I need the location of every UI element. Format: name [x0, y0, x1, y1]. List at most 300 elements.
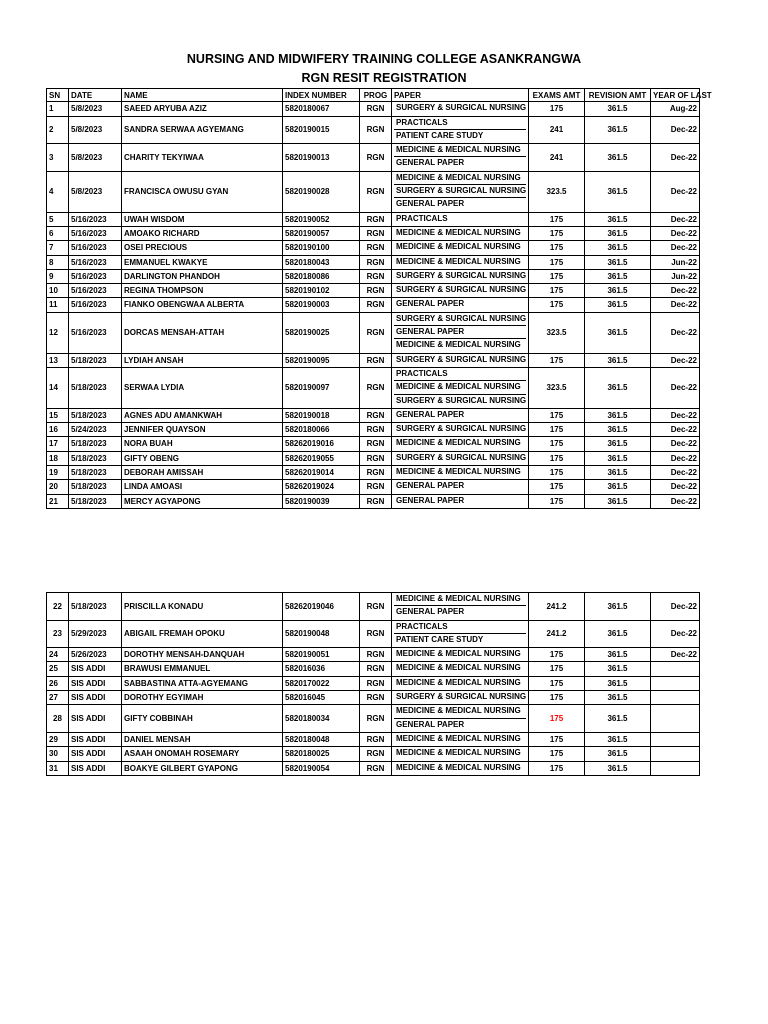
table-row	[47, 116, 700, 144]
row-papers	[392, 620, 529, 648]
row-name: JENNIFER QUAYSON	[122, 423, 283, 437]
row-papers	[392, 171, 529, 212]
row-sn: 2	[47, 116, 69, 144]
row-papers	[392, 593, 529, 621]
row-paper: SURGERY & SURGICAL NURSING	[396, 270, 527, 280]
row-sn: 25	[47, 662, 69, 676]
row-revision-amt: 361.5	[585, 466, 651, 480]
row-sn: 15	[47, 408, 69, 422]
row-exams-amt: 175	[529, 408, 585, 422]
row-papers	[392, 480, 529, 494]
row-exams-amt: 175	[529, 691, 585, 705]
row-exams-amt: 175	[529, 423, 585, 437]
row-date: 5/29/2023	[69, 620, 122, 648]
row-index-number: 5820190013	[283, 144, 360, 172]
row-paper: GENERAL PAPER	[396, 158, 465, 168]
row-exams-amt: 175	[529, 437, 585, 451]
table-row	[47, 620, 700, 648]
header-name: NAME	[122, 89, 283, 102]
row-prog: RGN	[360, 312, 392, 353]
table-row	[47, 691, 700, 705]
row-date: 5/8/2023	[69, 102, 122, 116]
row-prog: RGN	[360, 102, 392, 116]
row-revision-amt: 361.5	[585, 423, 651, 437]
row-index-number: 5820190028	[283, 171, 360, 212]
row-sn: 26	[47, 676, 69, 690]
row-paper: SURGERY & SURGICAL NURSING	[394, 313, 526, 326]
row-sn: 30	[47, 747, 69, 761]
row-index-number: 5820190097	[283, 367, 360, 408]
row-name: GIFTY COBBINAH	[122, 705, 283, 733]
row-papers	[392, 451, 529, 465]
row-name: AMOAKO RICHARD	[122, 226, 283, 240]
row-paper: GENERAL PAPER	[396, 481, 465, 491]
registration-table-top	[46, 88, 712, 509]
row-index-number: 582016045	[283, 691, 360, 705]
row-name: PRISCILLA KONADU	[122, 593, 283, 621]
row-prog: RGN	[360, 662, 392, 676]
row-sn: 11	[47, 298, 69, 312]
row-exams-amt: 323.5	[529, 367, 585, 408]
row-paper: MEDICINE & MEDICAL NURSING	[394, 144, 526, 157]
row-revision-amt: 361.5	[585, 691, 651, 705]
row-revision-amt: 361.5	[585, 353, 651, 367]
row-revision-amt: 361.5	[585, 480, 651, 494]
row-year-of-last: Dec-22	[651, 408, 700, 422]
row-name: DORCAS MENSAH-ATTAH	[122, 312, 283, 353]
row-paper: SURGERY & SURGICAL NURSING	[396, 285, 527, 295]
table-row	[47, 226, 700, 240]
row-name: FIANKO OBENGWAA ALBERTA	[122, 298, 283, 312]
row-revision-amt: 361.5	[585, 620, 651, 648]
table-row	[47, 747, 700, 761]
row-papers	[392, 437, 529, 451]
row-year-of-last: Dec-22	[651, 437, 700, 451]
row-sn: 5	[47, 212, 69, 226]
row-prog: RGN	[360, 705, 392, 733]
row-name: UWAH WISDOM	[122, 212, 283, 226]
table-row	[47, 408, 700, 422]
row-paper: PRACTICALS	[394, 368, 526, 381]
row-year-of-last: Dec-22	[651, 212, 700, 226]
row-papers	[392, 212, 529, 226]
header-sn: SN	[47, 89, 69, 102]
row-name: CHARITY TEKYIWAA	[122, 144, 283, 172]
row-paper: MEDICINE & MEDICAL NURSING	[394, 172, 526, 185]
row-year-of-last	[651, 691, 700, 705]
row-sn: 20	[47, 480, 69, 494]
row-prog: RGN	[360, 226, 392, 240]
row-papers	[392, 144, 529, 172]
table-row	[47, 437, 700, 451]
row-date: 5/26/2023	[69, 648, 122, 662]
row-exams-amt: 241.2	[529, 620, 585, 648]
row-date: 5/16/2023	[69, 284, 122, 298]
row-prog: RGN	[360, 732, 392, 746]
row-exams-amt: 323.5	[529, 171, 585, 212]
row-paper: MEDICINE & MEDICAL NURSING	[396, 748, 521, 758]
table-row	[47, 367, 700, 408]
row-prog: RGN	[360, 367, 392, 408]
row-exams-amt: 175	[529, 255, 585, 269]
row-exams-amt: 175	[529, 761, 585, 775]
row-name: GIFTY OBENG	[122, 451, 283, 465]
table-row	[47, 494, 700, 508]
row-paper: MEDICINE & MEDICAL NURSING	[396, 242, 521, 252]
row-date: SIS ADDI	[69, 705, 122, 733]
row-prog: RGN	[360, 353, 392, 367]
row-date: 5/16/2023	[69, 212, 122, 226]
row-papers	[392, 691, 529, 705]
row-year-of-last: Dec-22	[651, 648, 700, 662]
row-date: 5/8/2023	[69, 144, 122, 172]
row-paper: GENERAL PAPER	[396, 199, 465, 209]
row-prog: RGN	[360, 144, 392, 172]
row-papers	[392, 241, 529, 255]
row-name: SABBASTINA ATTA-AGYEMANG	[122, 676, 283, 690]
row-paper: SURGERY & SURGICAL NURSING	[396, 395, 527, 405]
row-exams-amt: 175	[529, 102, 585, 116]
row-sn: 12	[47, 312, 69, 353]
row-exams-amt: 175	[529, 451, 585, 465]
row-date: SIS ADDI	[69, 747, 122, 761]
row-paper: MEDICINE & MEDICAL NURSING	[396, 677, 521, 687]
table-row	[47, 284, 700, 298]
row-sn: 14	[47, 367, 69, 408]
row-sn: 6	[47, 226, 69, 240]
row-prog: RGN	[360, 171, 392, 212]
row-sn: 7	[47, 241, 69, 255]
row-name: ASAAH ONOMAH ROSEMARY	[122, 747, 283, 761]
row-date: 5/18/2023	[69, 437, 122, 451]
header-prog: PROG	[360, 89, 392, 102]
row-papers	[392, 226, 529, 240]
row-sn: 17	[47, 437, 69, 451]
row-index-number: 5820190015	[283, 116, 360, 144]
row-name: EMMANUEL KWAKYE	[122, 255, 283, 269]
row-revision-amt: 361.5	[585, 732, 651, 746]
row-name: BOAKYE GILBERT GYAPONG	[122, 761, 283, 775]
row-name: NORA BUAH	[122, 437, 283, 451]
row-name: LYDIAH ANSAH	[122, 353, 283, 367]
row-sn: 3	[47, 144, 69, 172]
header-year-of-last: YEAR OF LAST	[651, 89, 700, 102]
row-papers	[392, 423, 529, 437]
row-year-of-last: Dec-22	[651, 367, 700, 408]
row-date: 5/16/2023	[69, 241, 122, 255]
table-row	[47, 255, 700, 269]
row-papers	[392, 269, 529, 283]
row-year-of-last: Dec-22	[651, 620, 700, 648]
row-index-number: 58262019055	[283, 451, 360, 465]
table-row	[47, 593, 700, 621]
row-paper: MEDICINE & MEDICAL NURSING	[396, 733, 521, 743]
row-revision-amt: 361.5	[585, 212, 651, 226]
row-date: 5/18/2023	[69, 494, 122, 508]
row-sn: 16	[47, 423, 69, 437]
row-exams-amt: 175	[529, 298, 585, 312]
row-sn: 22	[47, 593, 69, 621]
row-index-number: 5820170022	[283, 676, 360, 690]
row-index-number: 58262019024	[283, 480, 360, 494]
table-header-row	[47, 89, 700, 102]
row-papers	[392, 102, 529, 116]
row-paper: MEDICINE & MEDICAL NURSING	[396, 256, 521, 266]
row-revision-amt: 361.5	[585, 298, 651, 312]
row-revision-amt: 361.5	[585, 437, 651, 451]
row-sn: 8	[47, 255, 69, 269]
row-sn: 1	[47, 102, 69, 116]
row-name: DANIEL MENSAH	[122, 732, 283, 746]
row-index-number: 58262019046	[283, 593, 360, 621]
table-row	[47, 269, 700, 283]
row-index-number: 5820180043	[283, 255, 360, 269]
row-revision-amt: 361.5	[585, 116, 651, 144]
row-date: 5/18/2023	[69, 593, 122, 621]
row-prog: RGN	[360, 620, 392, 648]
row-index-number: 5820180066	[283, 423, 360, 437]
row-prog: RGN	[360, 494, 392, 508]
row-name: LINDA AMOASI	[122, 480, 283, 494]
header-index-number: INDEX NUMBER	[283, 89, 360, 102]
row-paper: SURGERY & SURGICAL NURSING	[396, 424, 527, 434]
row-name: SAEED ARYUBA AZIZ	[122, 102, 283, 116]
table-row	[47, 732, 700, 746]
row-year-of-last: Aug-22	[651, 102, 700, 116]
row-year-of-last: Dec-22	[651, 466, 700, 480]
row-papers	[392, 353, 529, 367]
row-paper: GENERAL PAPER	[396, 299, 465, 309]
table-row	[47, 212, 700, 226]
row-exams-amt: 175	[529, 353, 585, 367]
table-row	[47, 171, 700, 212]
row-revision-amt: 361.5	[585, 312, 651, 353]
row-date: SIS ADDI	[69, 676, 122, 690]
row-paper: SURGERY & SURGICAL NURSING	[396, 354, 527, 364]
row-year-of-last: Dec-22	[651, 312, 700, 353]
row-sn: 27	[47, 691, 69, 705]
row-sn: 28	[47, 705, 69, 733]
row-paper: SURGERY & SURGICAL NURSING	[394, 185, 526, 198]
row-exams-amt: 175	[529, 212, 585, 226]
row-sn: 4	[47, 171, 69, 212]
row-year-of-last: Dec-22	[651, 593, 700, 621]
row-sn: 9	[47, 269, 69, 283]
row-revision-amt: 361.5	[585, 241, 651, 255]
row-papers	[392, 466, 529, 480]
row-paper: MEDICINE & MEDICAL NURSING	[396, 467, 521, 477]
row-index-number: 5820190057	[283, 226, 360, 240]
row-revision-amt: 361.5	[585, 747, 651, 761]
row-prog: RGN	[360, 480, 392, 494]
row-revision-amt: 361.5	[585, 494, 651, 508]
row-index-number: 58262019014	[283, 466, 360, 480]
row-prog: RGN	[360, 437, 392, 451]
row-year-of-last	[651, 761, 700, 775]
row-year-of-last: Dec-22	[651, 284, 700, 298]
row-paper: GENERAL PAPER	[396, 719, 465, 729]
row-index-number: 5820190051	[283, 648, 360, 662]
row-revision-amt: 361.5	[585, 284, 651, 298]
row-prog: RGN	[360, 593, 392, 621]
table-row	[47, 144, 700, 172]
table-row	[47, 480, 700, 494]
row-revision-amt: 361.5	[585, 102, 651, 116]
row-paper: GENERAL PAPER	[396, 409, 465, 419]
table-row	[47, 648, 700, 662]
row-sn: 10	[47, 284, 69, 298]
header-date: DATE	[69, 89, 122, 102]
row-paper: MEDICINE & MEDICAL NURSING	[396, 227, 521, 237]
row-index-number: 5820190018	[283, 408, 360, 422]
row-name: DOROTHY EGYIMAH	[122, 691, 283, 705]
row-index-number: 5820190003	[283, 298, 360, 312]
row-papers	[392, 408, 529, 422]
row-papers	[392, 761, 529, 775]
row-year-of-last: Dec-22	[651, 353, 700, 367]
row-paper: MEDICINE & MEDICAL NURSING	[396, 340, 521, 350]
row-year-of-last: Dec-22	[651, 451, 700, 465]
row-prog: RGN	[360, 212, 392, 226]
row-sn: 23	[47, 620, 69, 648]
row-prog: RGN	[360, 269, 392, 283]
row-index-number: 58262019016	[283, 437, 360, 451]
table-row	[47, 676, 700, 690]
row-index-number: 5820180086	[283, 269, 360, 283]
row-papers	[392, 284, 529, 298]
row-papers	[392, 676, 529, 690]
table-row	[47, 312, 700, 353]
row-paper: MEDICINE & MEDICAL NURSING	[396, 663, 521, 673]
row-prog: RGN	[360, 691, 392, 705]
row-paper: MEDICINE & MEDICAL NURSING	[394, 705, 526, 718]
row-sn: 13	[47, 353, 69, 367]
row-revision-amt: 361.5	[585, 255, 651, 269]
row-index-number: 5820190039	[283, 494, 360, 508]
row-exams-amt: 175	[529, 662, 585, 676]
row-year-of-last: Dec-22	[651, 298, 700, 312]
row-revision-amt: 361.5	[585, 171, 651, 212]
row-name: FRANCISCA OWUSU GYAN	[122, 171, 283, 212]
row-exams-amt: 175	[529, 676, 585, 690]
row-exams-amt: 175	[529, 466, 585, 480]
row-papers	[392, 732, 529, 746]
table-row	[47, 102, 700, 116]
row-index-number: 5820180025	[283, 747, 360, 761]
row-prog: RGN	[360, 241, 392, 255]
row-paper: MEDICINE & MEDICAL NURSING	[396, 438, 521, 448]
row-date: 5/16/2023	[69, 226, 122, 240]
row-index-number: 582016036	[283, 662, 360, 676]
row-sn: 19	[47, 466, 69, 480]
row-year-of-last: Dec-22	[651, 480, 700, 494]
row-name: DOROTHY MENSAH-DANQUAH	[122, 648, 283, 662]
row-paper: PATIENT CARE STUDY	[396, 130, 484, 140]
row-year-of-last: Dec-22	[651, 171, 700, 212]
row-year-of-last: Jun-22	[651, 255, 700, 269]
table-row	[47, 241, 700, 255]
row-date: SIS ADDI	[69, 662, 122, 676]
row-revision-amt: 361.5	[585, 662, 651, 676]
row-date: 5/16/2023	[69, 298, 122, 312]
row-name: AGNES ADU AMANKWAH	[122, 408, 283, 422]
row-name: MERCY AGYAPONG	[122, 494, 283, 508]
row-prog: RGN	[360, 298, 392, 312]
row-exams-amt: 323.5	[529, 312, 585, 353]
row-revision-amt: 361.5	[585, 761, 651, 775]
row-exams-amt: 175	[529, 732, 585, 746]
row-revision-amt: 361.5	[585, 648, 651, 662]
row-year-of-last: Dec-22	[651, 116, 700, 144]
row-revision-amt: 361.5	[585, 593, 651, 621]
row-prog: RGN	[360, 747, 392, 761]
row-year-of-last	[651, 705, 700, 733]
row-year-of-last: Dec-22	[651, 423, 700, 437]
header-exams-amt: EXAMS AMT	[529, 89, 585, 102]
row-revision-amt: 361.5	[585, 408, 651, 422]
table-row	[47, 451, 700, 465]
row-revision-amt: 361.5	[585, 705, 651, 733]
row-revision-amt: 361.5	[585, 451, 651, 465]
row-papers	[392, 662, 529, 676]
row-sn: 18	[47, 451, 69, 465]
row-exams-amt: 175	[529, 269, 585, 283]
row-prog: RGN	[360, 676, 392, 690]
row-exams-amt: 175	[529, 747, 585, 761]
table-row	[47, 466, 700, 480]
row-year-of-last	[651, 732, 700, 746]
row-date: 5/24/2023	[69, 423, 122, 437]
row-revision-amt: 361.5	[585, 269, 651, 283]
row-paper: GENERAL PAPER	[396, 495, 465, 505]
row-year-of-last: Dec-22	[651, 226, 700, 240]
row-paper: MEDICINE & MEDICAL NURSING	[394, 381, 526, 394]
document-subtitle: RGN RESIT REGISTRATION	[301, 71, 467, 85]
row-name: SERWAA LYDIA	[122, 367, 283, 408]
row-name: DARLINGTON PHANDOH	[122, 269, 283, 283]
row-name: REGINA THOMPSON	[122, 284, 283, 298]
row-date: 5/18/2023	[69, 466, 122, 480]
row-year-of-last: Dec-22	[651, 494, 700, 508]
row-paper: GENERAL PAPER	[394, 326, 526, 339]
table-row	[47, 298, 700, 312]
row-papers	[392, 255, 529, 269]
row-date: SIS ADDI	[69, 761, 122, 775]
row-date: 5/18/2023	[69, 408, 122, 422]
row-revision-amt: 361.5	[585, 226, 651, 240]
row-date: SIS ADDI	[69, 691, 122, 705]
row-paper: PRACTICALS	[396, 213, 448, 223]
table-row	[47, 423, 700, 437]
row-exams-amt: 175	[529, 241, 585, 255]
row-exams-amt: 241	[529, 116, 585, 144]
row-index-number: 5820190054	[283, 761, 360, 775]
row-papers	[392, 312, 529, 353]
row-index-number: 5820190100	[283, 241, 360, 255]
row-prog: RGN	[360, 408, 392, 422]
row-sn: 21	[47, 494, 69, 508]
row-date: 5/16/2023	[69, 269, 122, 283]
row-papers	[392, 747, 529, 761]
row-revision-amt: 361.5	[585, 367, 651, 408]
row-index-number: 5820190048	[283, 620, 360, 648]
row-exams-amt: 175	[529, 494, 585, 508]
row-date: 5/16/2023	[69, 312, 122, 353]
row-papers	[392, 705, 529, 733]
row-paper: SURGERY & SURGICAL NURSING	[396, 692, 527, 702]
row-exams-amt: 175	[529, 705, 585, 733]
row-index-number: 5820190025	[283, 312, 360, 353]
